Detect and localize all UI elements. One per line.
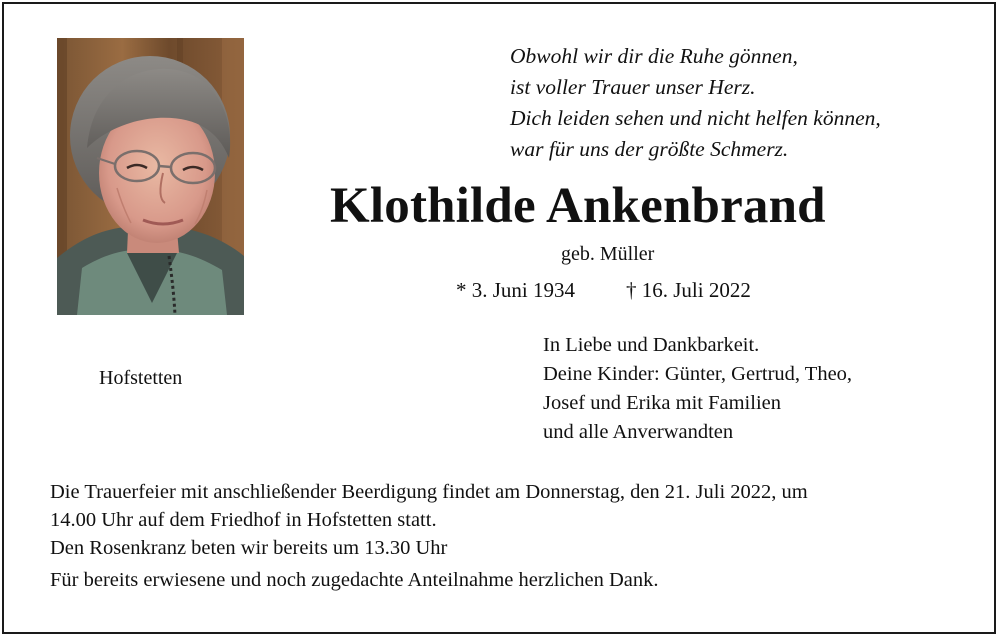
service-line: Den Rosenkranz beten wir bereits um 13.30 Uhr [50,537,448,559]
mourners-block [543,331,852,447]
memorial-poem [510,41,950,165]
funeral-service-info [50,478,960,562]
maiden-name: geb. Müller [561,243,655,265]
poem-line: ist voller Trauer unser Herz. [510,75,756,99]
poem-line: Dich leiden sehen und nicht helfen können, [510,106,881,130]
thanks-note: Für bereits erwiesene und noch zugedachte Anteilnahme herzlichen Dank. [50,569,659,591]
poem-line: war für uns der größte Schmerz. [510,137,789,161]
birth-date: * 3. Juni 1934 [456,278,576,302]
mourners-line: Josef und Erika mit Familien [543,392,781,414]
portrait-photo [57,38,244,315]
mourners-line: und alle Anverwandten [543,421,734,443]
mourners-line: Deine Kinder: Günter, Gertrud, Theo, [543,363,853,385]
service-line: Die Trauerfeier mit anschließender Beerdigung findet am Donnerstag, den 21. Juli 2022, um [50,481,808,503]
place-of-residence: Hofstetten [99,367,183,389]
mourners-line: In Liebe und Dankbarkeit. [543,334,760,356]
poem-line: Obwohl wir dir die Ruhe gönnen, [510,44,798,68]
deceased-name: Klothilde Ankenbrand [330,178,826,234]
death-date: † 16. Juli 2022 [626,278,751,302]
service-line: 14.00 Uhr auf dem Friedhof in Hofstetten statt. [50,509,437,531]
